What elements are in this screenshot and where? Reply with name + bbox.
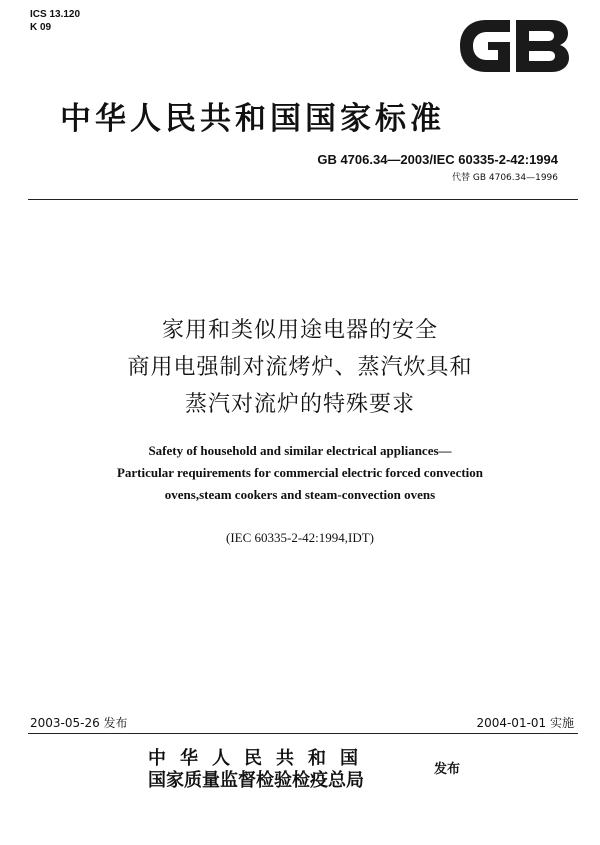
top-divider (28, 199, 578, 200)
bottom-divider (28, 733, 578, 734)
publish-label: 发布 (434, 762, 461, 777)
replaces-note: 代替 GB 4706.34—1996 (452, 173, 558, 183)
english-title-line: ovens,steam cookers and steam-convection ovens (164, 487, 436, 502)
issue-date: 2003-05-26 发布 (30, 716, 128, 730)
standard-number: GB 4706.34—2003/IEC 60335-2-42:1994 (317, 152, 558, 167)
issuer-line: 国家质量监督检验检疫总局 (148, 770, 364, 791)
national-standard-title: 中华人民共和国国家标准 (60, 101, 445, 137)
english-title (0, 440, 600, 506)
gb-logo (456, 16, 572, 76)
classification-codes (30, 8, 80, 34)
implementation-date: 2004-01-01 实施 (476, 716, 574, 730)
chinese-title (0, 312, 600, 423)
english-title-line: Safety of household and similar electrical appliances— (148, 443, 452, 458)
chinese-title-line: 商用电强制对流烤炉、蒸汽炊具和 (127, 355, 473, 380)
ics-code: ICS 13.120 (30, 9, 81, 20)
issuer-line: 中华人民共和国 (148, 748, 372, 769)
ccs-code: K 09 (30, 22, 52, 33)
chinese-title-line: 蒸汽对流炉的特殊要求 (184, 392, 415, 417)
chinese-title-line: 家用和类似用途电器的安全 (161, 318, 438, 343)
english-title-line: Particular requirements for commercial electric forced convection (116, 465, 484, 480)
identity-note: (IEC 60335-2-42:1994,IDT) (225, 530, 375, 545)
